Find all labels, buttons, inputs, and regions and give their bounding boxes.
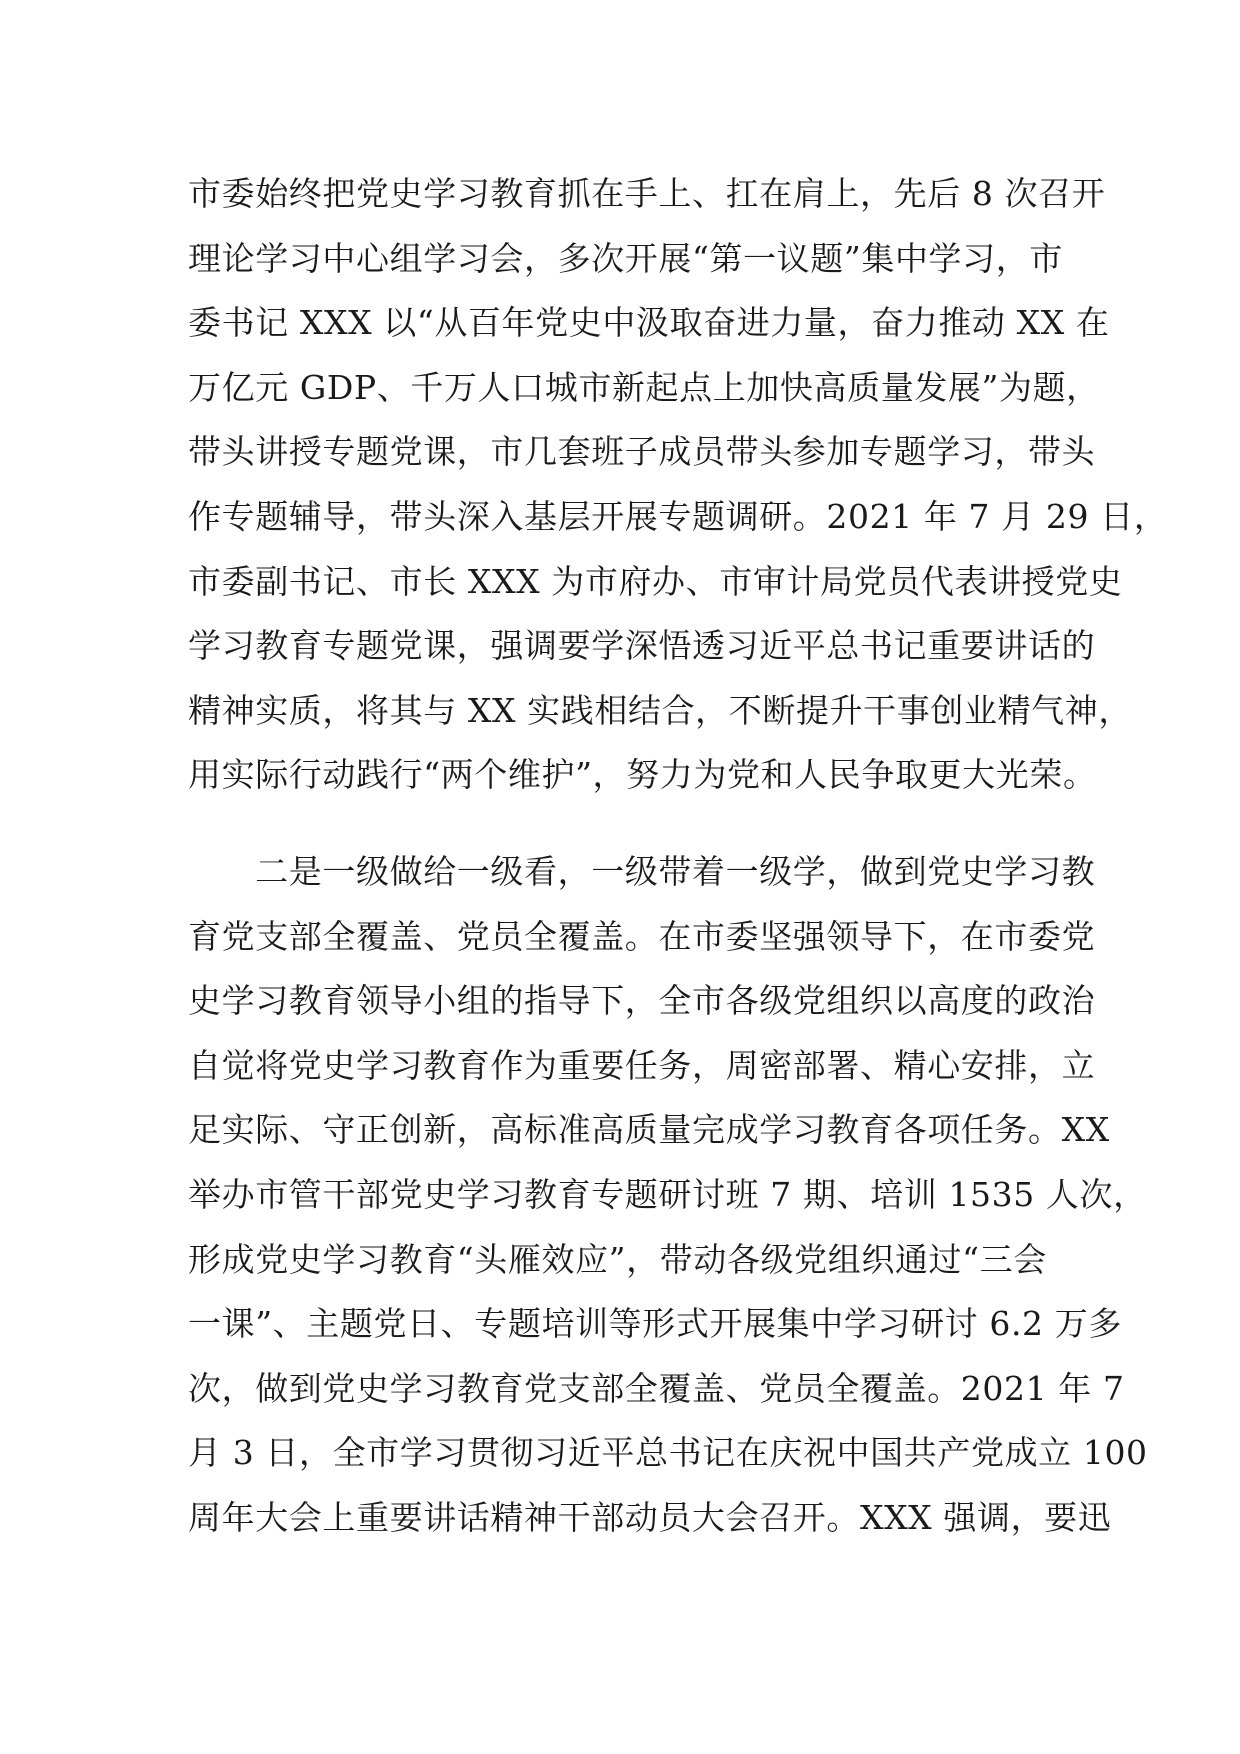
text-line: 市委副书记、市长 XXX 为市府办、市审计局党员代表讲授党史 xyxy=(188,561,1123,601)
text-line: 市委始终把党史学习教育抓在手上、扛在肩上，先后 8 次召开 xyxy=(188,174,1106,213)
text-line: 精神实质，将其与 XX 实践相结合，不断提升干事创业精气神， xyxy=(188,690,1132,730)
text-line: 育党支部全覆盖、党员全覆盖。在市委坚强领导下，在市委党 xyxy=(188,916,1096,956)
text-line: 用实际行动践行“两个维护”，努力为党和人民争取更大光荣。 xyxy=(188,755,1097,795)
text-line: 自觉将党史学习教育作为重要任务，周密部署、精心安排，立 xyxy=(188,1045,1096,1085)
text-line: 作专题辅导，带头深入基层开展专题调研。2021 年 7 月 29 日， xyxy=(188,496,1168,536)
paragraph-2 xyxy=(188,850,1148,1561)
text-line: 理论学习中心组学习会，多次开展“第一议题”集中学习，市 xyxy=(188,238,1063,278)
text-line: 足实际、守正创新，高标准高质量完成学习教育各项任务。XX xyxy=(188,1110,1110,1150)
text-line: 史学习教育领导小组的指导下，全市各级党组织以高度的政治 xyxy=(188,981,1096,1021)
text-line: 周年大会上重要讲话精神干部动员大会召开。XXX 强调，要迅 xyxy=(188,1497,1112,1537)
paragraph-1 xyxy=(188,172,1168,818)
text-line: 二是一级做给一级看，一级带着一级学，做到党史学习教 xyxy=(188,852,1096,891)
text-line: 万亿元 GDP、千万人口城市新起点上加快高质量发展”为题， xyxy=(188,367,1100,407)
text-line: 带头讲授专题党课，市几套班子成员带头参加专题学习，带头 xyxy=(188,432,1096,472)
text-line: 学习教育专题党课，强调要学深悟透习近平总书记重要讲话的 xyxy=(188,626,1096,666)
text-line: 一课”、主题党日、专题培训等形式开展集中学习研讨 6.2 万多 xyxy=(188,1304,1122,1344)
text-line: 举办市管干部党史学习教育专题研讨班 7 期、培训 1535 人次， xyxy=(188,1174,1147,1214)
text-line: 委书记 XXX 以“从百年党史中汲取奋进力量，奋力推动 XX 在 xyxy=(188,303,1110,343)
text-line: 月 3 日，全市学习贯彻习近平总书记在庆祝中国共产党成立 100 xyxy=(188,1433,1148,1473)
text-line: 形成党史学习教育“头雁效应”，带动各级党组织通过“三会 xyxy=(188,1239,1047,1279)
text-line: 次，做到党史学习教育党支部全覆盖、党员全覆盖。2021 年 7 xyxy=(188,1368,1125,1408)
